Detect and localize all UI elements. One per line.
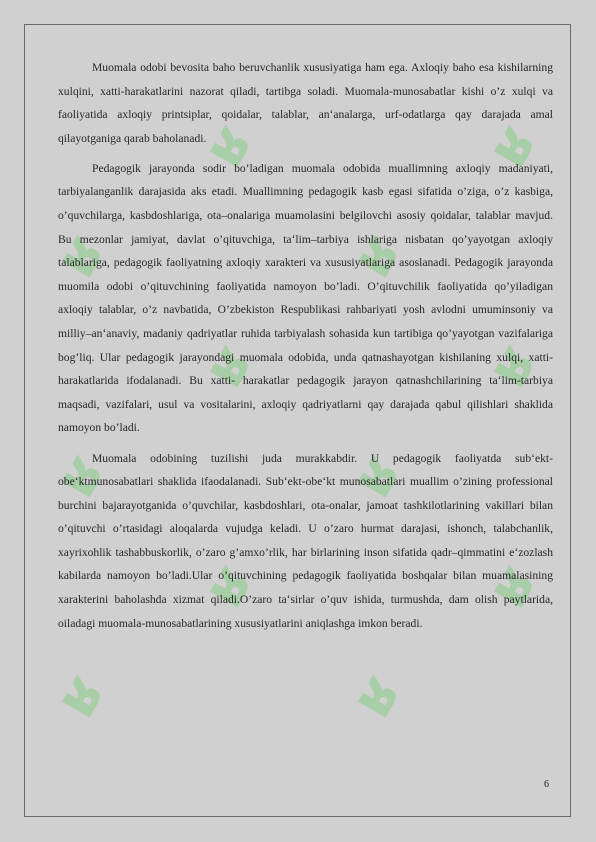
watermark-glyph: ʁ [41, 660, 119, 727]
page-number: 6 [544, 779, 549, 790]
watermark-glyph: ʁ [41, 440, 119, 507]
paragraph: Muomala odobi bevosita baho beruvchanlik xususiyatiga ham ega. Axloqiy baho esa kishilarning xulqini, xatti-harakatlarini nazorat qiladi, tartibga soladi. Muomala-munosabatlar kishi o’z xulqi va faoliyatida axloqiy printsiplar, qoidalar, talablar, an‘analarga, urf-odatlarga qay darajada amal qilayotganiga qarab baholanadi. [58, 61, 553, 145]
watermark-glyph: ʁ [189, 110, 267, 177]
watermark-glyph: ʁ [337, 660, 415, 727]
paragraph: Pedagogik jarayonda sodir bo’ladigan muomala odobida muallimning axloqiy madaniyati, tarbiyalanganlik darajasida aks etadi. Muallimning pedagogik kasb egasi sifatida o’ziga, o’z kasbiga, o’quvchilarga, kasbdoshlariga, ota–onalariga muamolasini belgilovchi asosiy qoidalar, talablar mavjud. Bu mezonlar jamiyat, davlat o’qituvchiga, ta‘lim–tarbiya ishlariga nisbatan qo’yayotgan axloqiy talablariga, pedagogik faoliyatning axloqiy xarakteri va xususiyatlariga asoslanadi. Pedagogik jarayonda muomila odobi o’qituvchining faoliyatida namoyon bo’ladi. O’qituvchilik faoliyatida qo’yiladigan axloqiy talablar, o’z navbatida, O’zbekiston Respublikasi rahbariyati yosh avlodni umuminsoniy va milliy–an‘anaviy, madaniy qadriyatlar ruhida tarbiyalash sohasida kun tartibiga qo’yayotgan vazifalariga bog’liq. Ular pedagogik jarayondagi muomala odobida, unda qatnashayotgan kishilaning xulqi, xatti-harakatlarida ifodalanadi. Bu xatti- harakatlar pedagogik jarayon qatnashchilarining ta‘lim-tarbiya maqsadi, vazifalari, usul va vositalarini, axloqiy qadriyatlarni qay darajada qabul qilishlari shaklida namoyon bo’ladi. [58, 161, 553, 435]
watermark-glyph: ʁ [473, 550, 551, 617]
document-body [58, 56, 553, 642]
watermark-glyph: ʁ [189, 330, 267, 397]
watermark-glyph: ʁ [189, 550, 267, 617]
watermark-glyph: ʁ [337, 220, 415, 287]
paragraph: Muomala odobining tuzilishi juda murakkabdir. U pedagogik faoliyatda sub‘ekt-obe‘ktmunosabatlari shaklida ifaodalanadi. Sub‘ekt-obe‘kt munosabatlari muallim o’zining professional burchini bajarayotganida o’quvchilar, kasbdoshlari, ota-onalar, jamoat tashkilotlarining vakillari bilan o’qituvchi o’rtasidagi aloqalarda vujudga keladi. U o’zaro hurmat darajasi, ishonch, talabchanlik, xayrixohlik tashabbuskorlik, o’zaro g’amxo’rlik, har birlarining inson sifatida qadr–qimmatini e‘zozlash kabilarda namoyon bo’ladi.Ular o’qituvchining pedagogik faoliyatida boshqalar bilan muamalasining xarakterini baholashda xizmat qiladi.O’zaro ta‘sirlar o’quv ishida, turmushda, dam olish paytlarida, oiladagi muomala-munosabatlarining xususiyatlarini aniqlashga imkon beradi. [58, 451, 553, 630]
watermark-glyph: ʁ [473, 110, 551, 177]
watermark-glyph: ʁ [337, 440, 415, 507]
watermark-glyph: ʁ [473, 330, 551, 397]
watermark-glyph: ʁ [41, 220, 119, 287]
